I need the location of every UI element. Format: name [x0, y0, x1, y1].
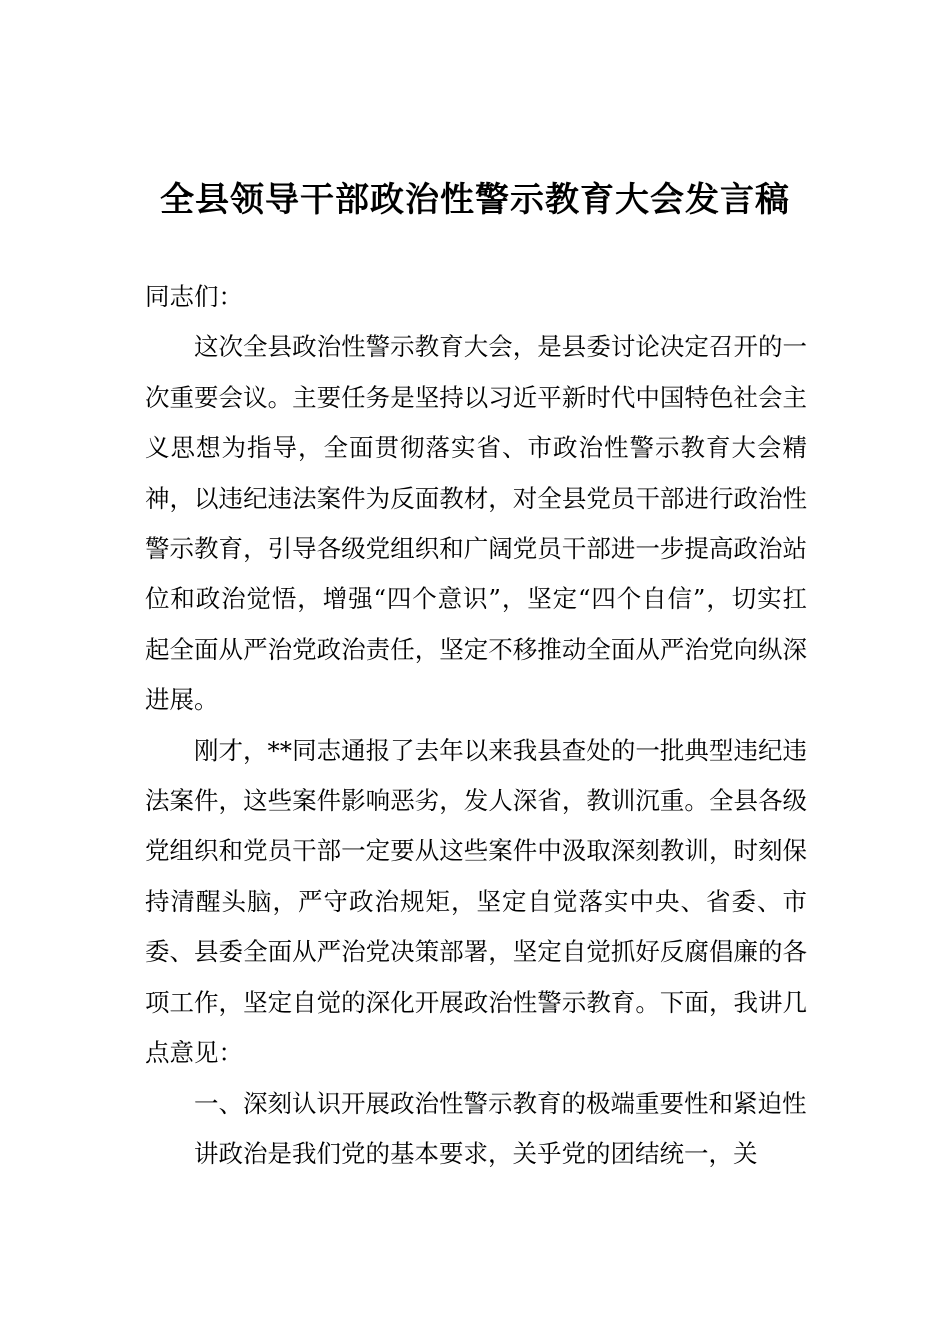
paragraph-case-report: 刚才，**同志通报了去年以来我县查处的一批典型违纪违法案件，这些案件影响恶劣，发人深省，教训沉重。全县各级党组织和党员干部一定要从这些案件中汲取深刻教训，时刻保持清醒头脑，严守政治规矩，坚定自觉落实中央、省委、市委、县委全面从严治党决策部署，坚定自觉抓好反腐倡廉的各项工作，坚定自觉的深化开展政治性警示教育。下面，我讲几点意见： — [145, 735, 807, 1068]
document-title: 全县领导干部政治性警示教育大会发言稿 — [160, 180, 790, 220]
document-body — [145, 272, 807, 1179]
salutation: 同志们： — [145, 282, 243, 311]
paragraph-intro: 这次全县政治性警示教育大会，是县委讨论决定召开的一次重要会议。主要任务是坚持以习近平新时代中国特色社会主义思想为指导，全面贯彻落实省、市政治性警示教育大会精神，以违纪违法案件为反面教材，对全县党员干部进行政治性警示教育，引导各级党组织和广阔党员干部进一步提高政治站位和政治觉悟，增强“四个意识”，坚定“四个自信”，切实扛起全面从严治党政治责任，坚定不移推动全面从严治党向纵深进展。 — [145, 332, 807, 715]
section-heading-one: 一、深刻认识开展政治性警示教育的极端重要性和紧迫性 — [194, 1088, 807, 1118]
paragraph-politics: 讲政治是我们党的基本要求，关乎党的团结统一，关 — [194, 1138, 758, 1168]
